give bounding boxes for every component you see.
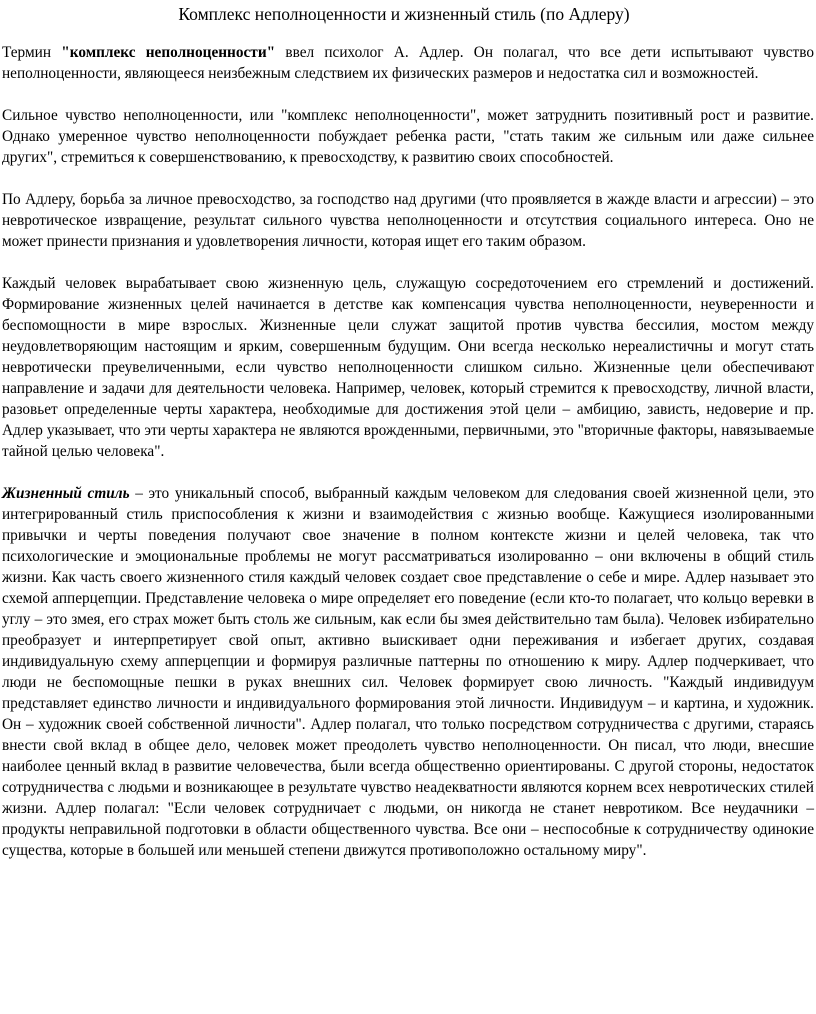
paragraph-superiority-striving: По Адлеру, борьба за личное превосходство, за господство над другими (что проявляется в жажде власти и агрессии) – это невротическое извращение, результат сильного чувства неполноценности и отсутствия социального интереса. Оно не может принести признания и удовлетворения личности, которая ищет его таким образом. — [2, 191, 814, 250]
paragraph-inferiority-term — [2, 42, 814, 84]
term-inferiority-complex: "комплекс неполноценности" — [61, 44, 276, 61]
paragraph-life-goals: Каждый человек вырабатывает свою жизненную цель, служащую сосредоточением его стремлений и достижений. Формирование жизненных целей начинается в детстве как компенсация чувства неполноценности, неуверенности и беспомощности в мире взрослых. Жизненные цели служат защитой против чувства бессилия, мостом между неудовлетворяющим настоящим и ярким, совершенным будущим. Они всегда несколько нереалистичны и могут стать невротически преувеличенными, если чувство неполноценности слишком сильно. Жизненные цели обеспечивают направление и задачи для деятельности человека. Например, человек, который стремится к превосходству, личной власти, разовьет определенные черты характера, необходимые для достижения этой цели – амбицию, зависть, недоверие и пр. Адлер указывает, что эти черты характера не являются врожденными, первичными, это "вторичные факторы, навязываемые тайной целью человека". — [2, 275, 814, 460]
paragraph-lifestyle — [2, 483, 814, 861]
paragraph-prefix: Термин — [2, 44, 62, 61]
paragraph-text: – это уникальный способ, выбранный каждым человеком для следования своей жизненной цели, это интегрированный стиль приспособления к жизни и взаимодействия с жизнью вообще. Кажущиеся изолированными привычки и черты поведения получают свое значение в полном контексте жизни и целей человека, так что психологические и эмоциональные проблемы не могут рассматриваться изолированно – они включены в общий стиль жизни. Как часть своего жизненного стиля каждый человек создает свое представление о себе и мире. Адлер называет это схемой апперцепции. Представление человека о мире определяет его поведение (если кто-то полагает, что кольцо веревки в углу – это змея, его страх может быть столь же сильным, как если бы змея действительно там была). Человек избирательно преобразует и интерпретирует свой опыт, активно выискивает одни переживания и избегает других, создавая индивидуальную схему апперцепции и формируя различные паттерны по отношению к миру. Адлер подчеркивает, что люди не беспомощные пешки в руках внешних сил. Человек формирует свою личность. "Каждый индивидуум представляет единство личности и индивидуального формирования этой личности. Индивидуум – и картина, и художник. Он – художник своей собственной личности". Адлер полагал, что только посредством сотрудничества с другими, стараясь внести свой вклад в общее дело, человек может преодолеть чувство неполноценности. Он писал, что люди, внесшие наиболее ценный вклад в развитие человечества, были всегда общественно ориентированы. С другой стороны, недостаток сотрудничества с людьми и возникающее в результате чувство неадекватности являются корнем всех невротических стилей жизни. Адлер полагал: "Если человек сотрудничает с людьми, он никогда не станет невротиком. Все неудачники – продукты неправильной подготовки в области общественного чувства. Все они – неспособные к сотрудничеству одинокие существа, которые в большей или меньшей степени движутся противоположно остальному миру". — [2, 485, 814, 859]
paragraph-strong-inferiority: Сильное чувство неполноценности, или "комплекс неполноценности", может затруднить позитивный рост и развитие. Однако умеренное чувство неполноценности побуждает ребенка расти, "стать таким же сильным или даже сильнее других", стремиться к совершенствованию, к превосходству, к развитию своих способностей. — [2, 107, 814, 166]
paragraph-text: ввел психолог А. Адлер. Он полагал, что все дети испытывают чувство неполноценности, являющееся неизбежным следствием их физических размеров и недостатка сил и возможностей. — [2, 44, 814, 82]
term-lifestyle: Жизненный стиль — [2, 485, 130, 502]
page-title: Комплекс неполноценности и жизненный стиль (по Адлеру) — [178, 4, 630, 24]
